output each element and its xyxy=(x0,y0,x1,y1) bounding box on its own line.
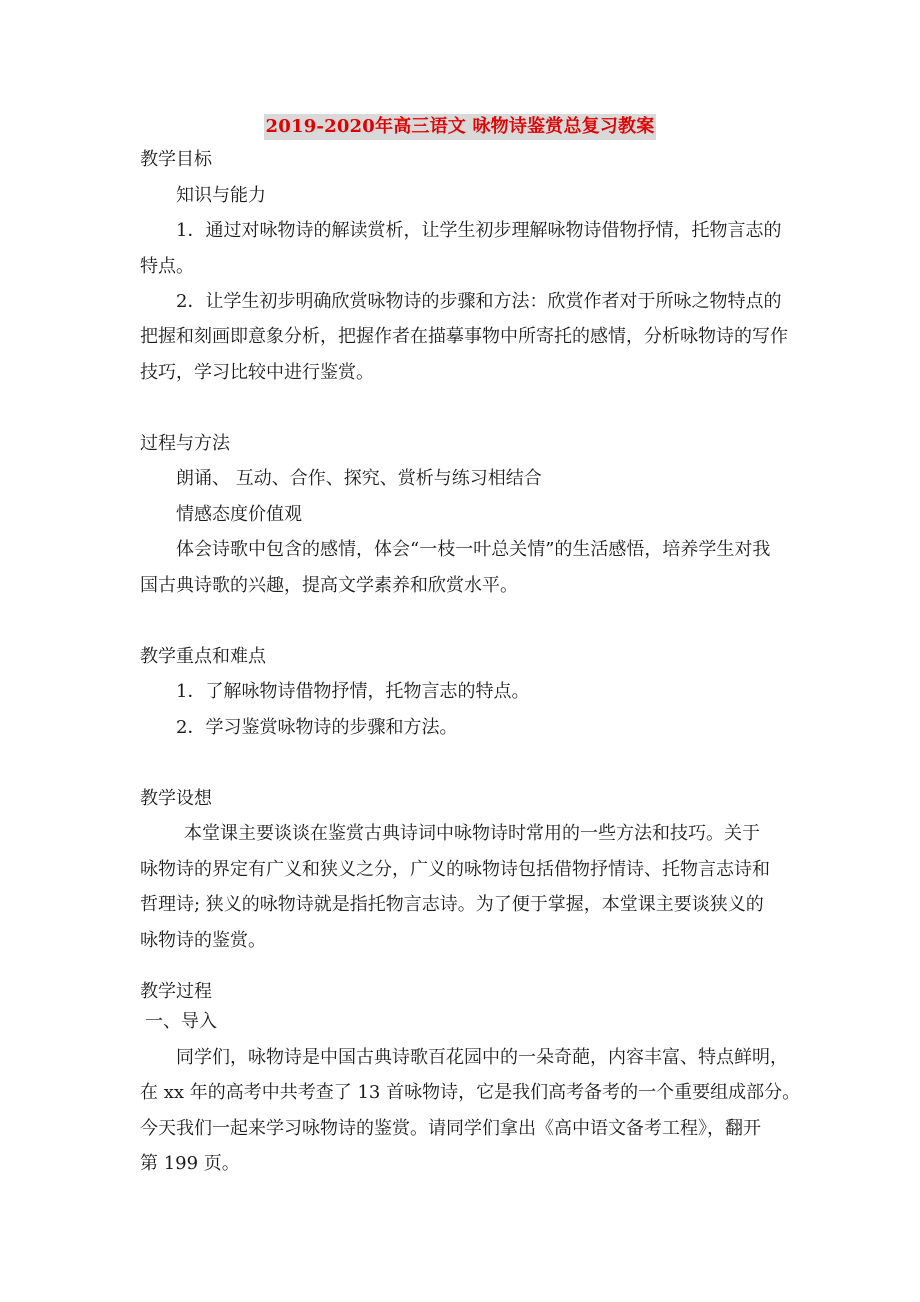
design-line-2: 咏物诗的界定有广义和狭义之分，广义的咏物诗包括借物抒情诗、托物言志诗和 xyxy=(140,859,770,880)
section-intro: 一、导入 xyxy=(145,1011,217,1032)
subheading-process-method: 过程与方法 xyxy=(140,433,230,454)
design-line-4: 咏物诗的鉴赏。 xyxy=(140,930,266,951)
objective-2-line-1: 2．让学生初步明确欣赏咏物诗的步骤和方法：欣赏作者对于所咏之物特点的 xyxy=(176,291,782,312)
subheading-attitude: 情感态度价值观 xyxy=(176,504,302,525)
heading-objectives: 教学目标 xyxy=(140,149,212,170)
objective-2-line-2: 把握和刻画即意象分析，把握作者在描摹事物中所寄托的感情，分析咏物诗的写作 xyxy=(140,326,788,347)
objective-1-line-1: 1．通过对咏物诗的解读赏析，让学生初步理解咏物诗借物抒情，托物言志的 xyxy=(176,220,782,241)
objective-2-line-3: 技巧，学习比较中进行鉴赏。 xyxy=(140,362,374,383)
document-title: 2019-2020年高三语文 咏物诗鉴赏总复习教案 xyxy=(264,114,657,140)
title-block xyxy=(0,114,920,140)
keypoint-1: 1．了解咏物诗借物抒情，托物言志的特点。 xyxy=(176,681,530,702)
heading-keypoints: 教学重点和难点 xyxy=(140,646,266,667)
attitude-line-2: 国古典诗歌的兴趣，提高文学素养和欣赏水平。 xyxy=(140,575,518,596)
subheading-knowledge: 知识与能力 xyxy=(176,185,266,206)
design-line-1: 本堂课主要谈谈在鉴赏古典诗词中咏物诗时常用的一些方法和技巧。关于 xyxy=(184,823,760,844)
heading-process: 教学过程 xyxy=(140,981,212,1002)
methods-text: 朗诵、 互动、合作、探究、赏析与练习相结合 xyxy=(176,468,542,489)
intro-line-1: 同学们，咏物诗是中国古典诗歌百花园中的一朵奇葩，内容丰富、特点鲜明， xyxy=(176,1047,788,1068)
intro-line-2: 在 xx 年的高考中共考查了 13 首咏物诗，它是我们高考备考的一个重要组成部分。 xyxy=(140,1082,801,1103)
intro-line-3: 今天我们一起来学习咏物诗的鉴赏。请同学们拿出《高中语文备考工程》，翻开 xyxy=(140,1118,761,1139)
intro-line-4: 第 199 页。 xyxy=(140,1153,240,1174)
keypoint-2: 2．学习鉴赏咏物诗的步骤和方法。 xyxy=(176,717,458,738)
attitude-line-1: 体会诗歌中包含的感情，体会“一枝一叶总关情”的生活感悟，培养学生对我 xyxy=(176,539,771,560)
heading-design: 教学设想 xyxy=(140,788,212,809)
design-line-3: 哲理诗; 狭义的咏物诗就是指托物言志诗。为了便于掌握，本堂课主要谈狭义的 xyxy=(140,894,764,915)
objective-1-line-2: 特点。 xyxy=(140,256,194,277)
